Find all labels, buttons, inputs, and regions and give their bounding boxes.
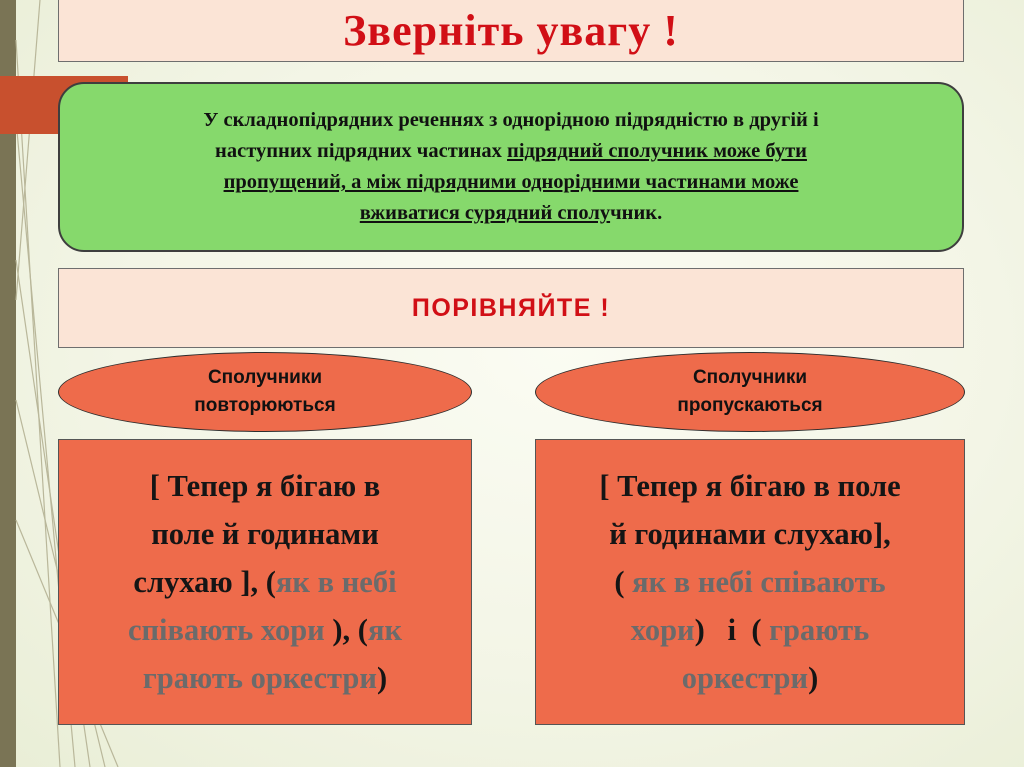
ex-left-l3b: як в небі [275, 565, 397, 599]
ex-right-l3b: як в небі співають [632, 565, 886, 599]
page-title: Зверніть увагу ! [343, 5, 679, 55]
rule-text [203, 105, 818, 229]
ex-right-l2: й годинами слухаю], [609, 517, 891, 551]
example-repeated [58, 439, 472, 725]
ex-right-l3a: ( [614, 565, 633, 599]
ex-left-l5a: грають оркестри [142, 661, 377, 695]
ex-right-l5a: оркестри [681, 661, 809, 695]
ex-left-l1: [ Тепер я бігаю в [149, 469, 381, 503]
ex-right-l4a: хори [630, 613, 695, 647]
rule-panel [58, 82, 964, 252]
rule-line-2b: підрядний сполучник може бути [507, 140, 807, 162]
compare-label: ПОРІВНЯЙТЕ ! [411, 293, 611, 322]
example-left-line-3 [133, 558, 396, 606]
ex-left-l4b: ), ( [324, 613, 368, 647]
oval-conjunctions-repeated [58, 352, 472, 432]
example-right-line-5 [682, 654, 819, 702]
ex-left-l5b: ) [376, 661, 388, 695]
compare-banner [58, 268, 964, 348]
ex-right-l5b: ) [808, 661, 819, 695]
example-right-line-1 [599, 462, 900, 510]
example-right-line-4 [631, 606, 870, 654]
example-right-line-3 [614, 558, 885, 606]
rule-line-4b: чник. [610, 202, 663, 224]
ex-right-l4c: грають [769, 613, 870, 647]
ex-left-l2: поле й годинами [151, 517, 379, 551]
oval-right-line-2: пропускаються [677, 395, 823, 416]
oval-conjunctions-omitted [535, 352, 965, 432]
rule-line-1: У складнопідрядних реченнях з однорідною підрядністю в другій і [203, 109, 819, 131]
oval-right-line-1: Сполучники [692, 367, 808, 388]
ex-left-l4a: співають хори [127, 613, 325, 647]
title-banner [58, 0, 964, 62]
ex-left-l3a: слухаю ], ( [133, 565, 276, 599]
oval-left-line-1: Сполучники [207, 367, 323, 388]
rule-line-3: пропущений, а між підрядними однорідними частинами може [223, 171, 799, 193]
ex-right-l1: [ Тепер я бігаю в поле [599, 469, 901, 503]
example-left-line-4 [128, 606, 402, 654]
example-left-line-2 [151, 510, 379, 558]
example-right-line-2 [609, 510, 891, 558]
ex-right-l4b: ) і ( [694, 613, 770, 647]
example-left-line-1 [150, 462, 381, 510]
rule-line-2a: наступних підрядних частинах [215, 140, 508, 162]
rule-line-4a: вживатися сурядний сполу [359, 202, 611, 224]
example-left-line-5 [143, 654, 387, 702]
example-omitted [535, 439, 965, 725]
ex-left-l4c: як [367, 613, 403, 647]
oval-left-line-2: повторюються [194, 395, 336, 416]
